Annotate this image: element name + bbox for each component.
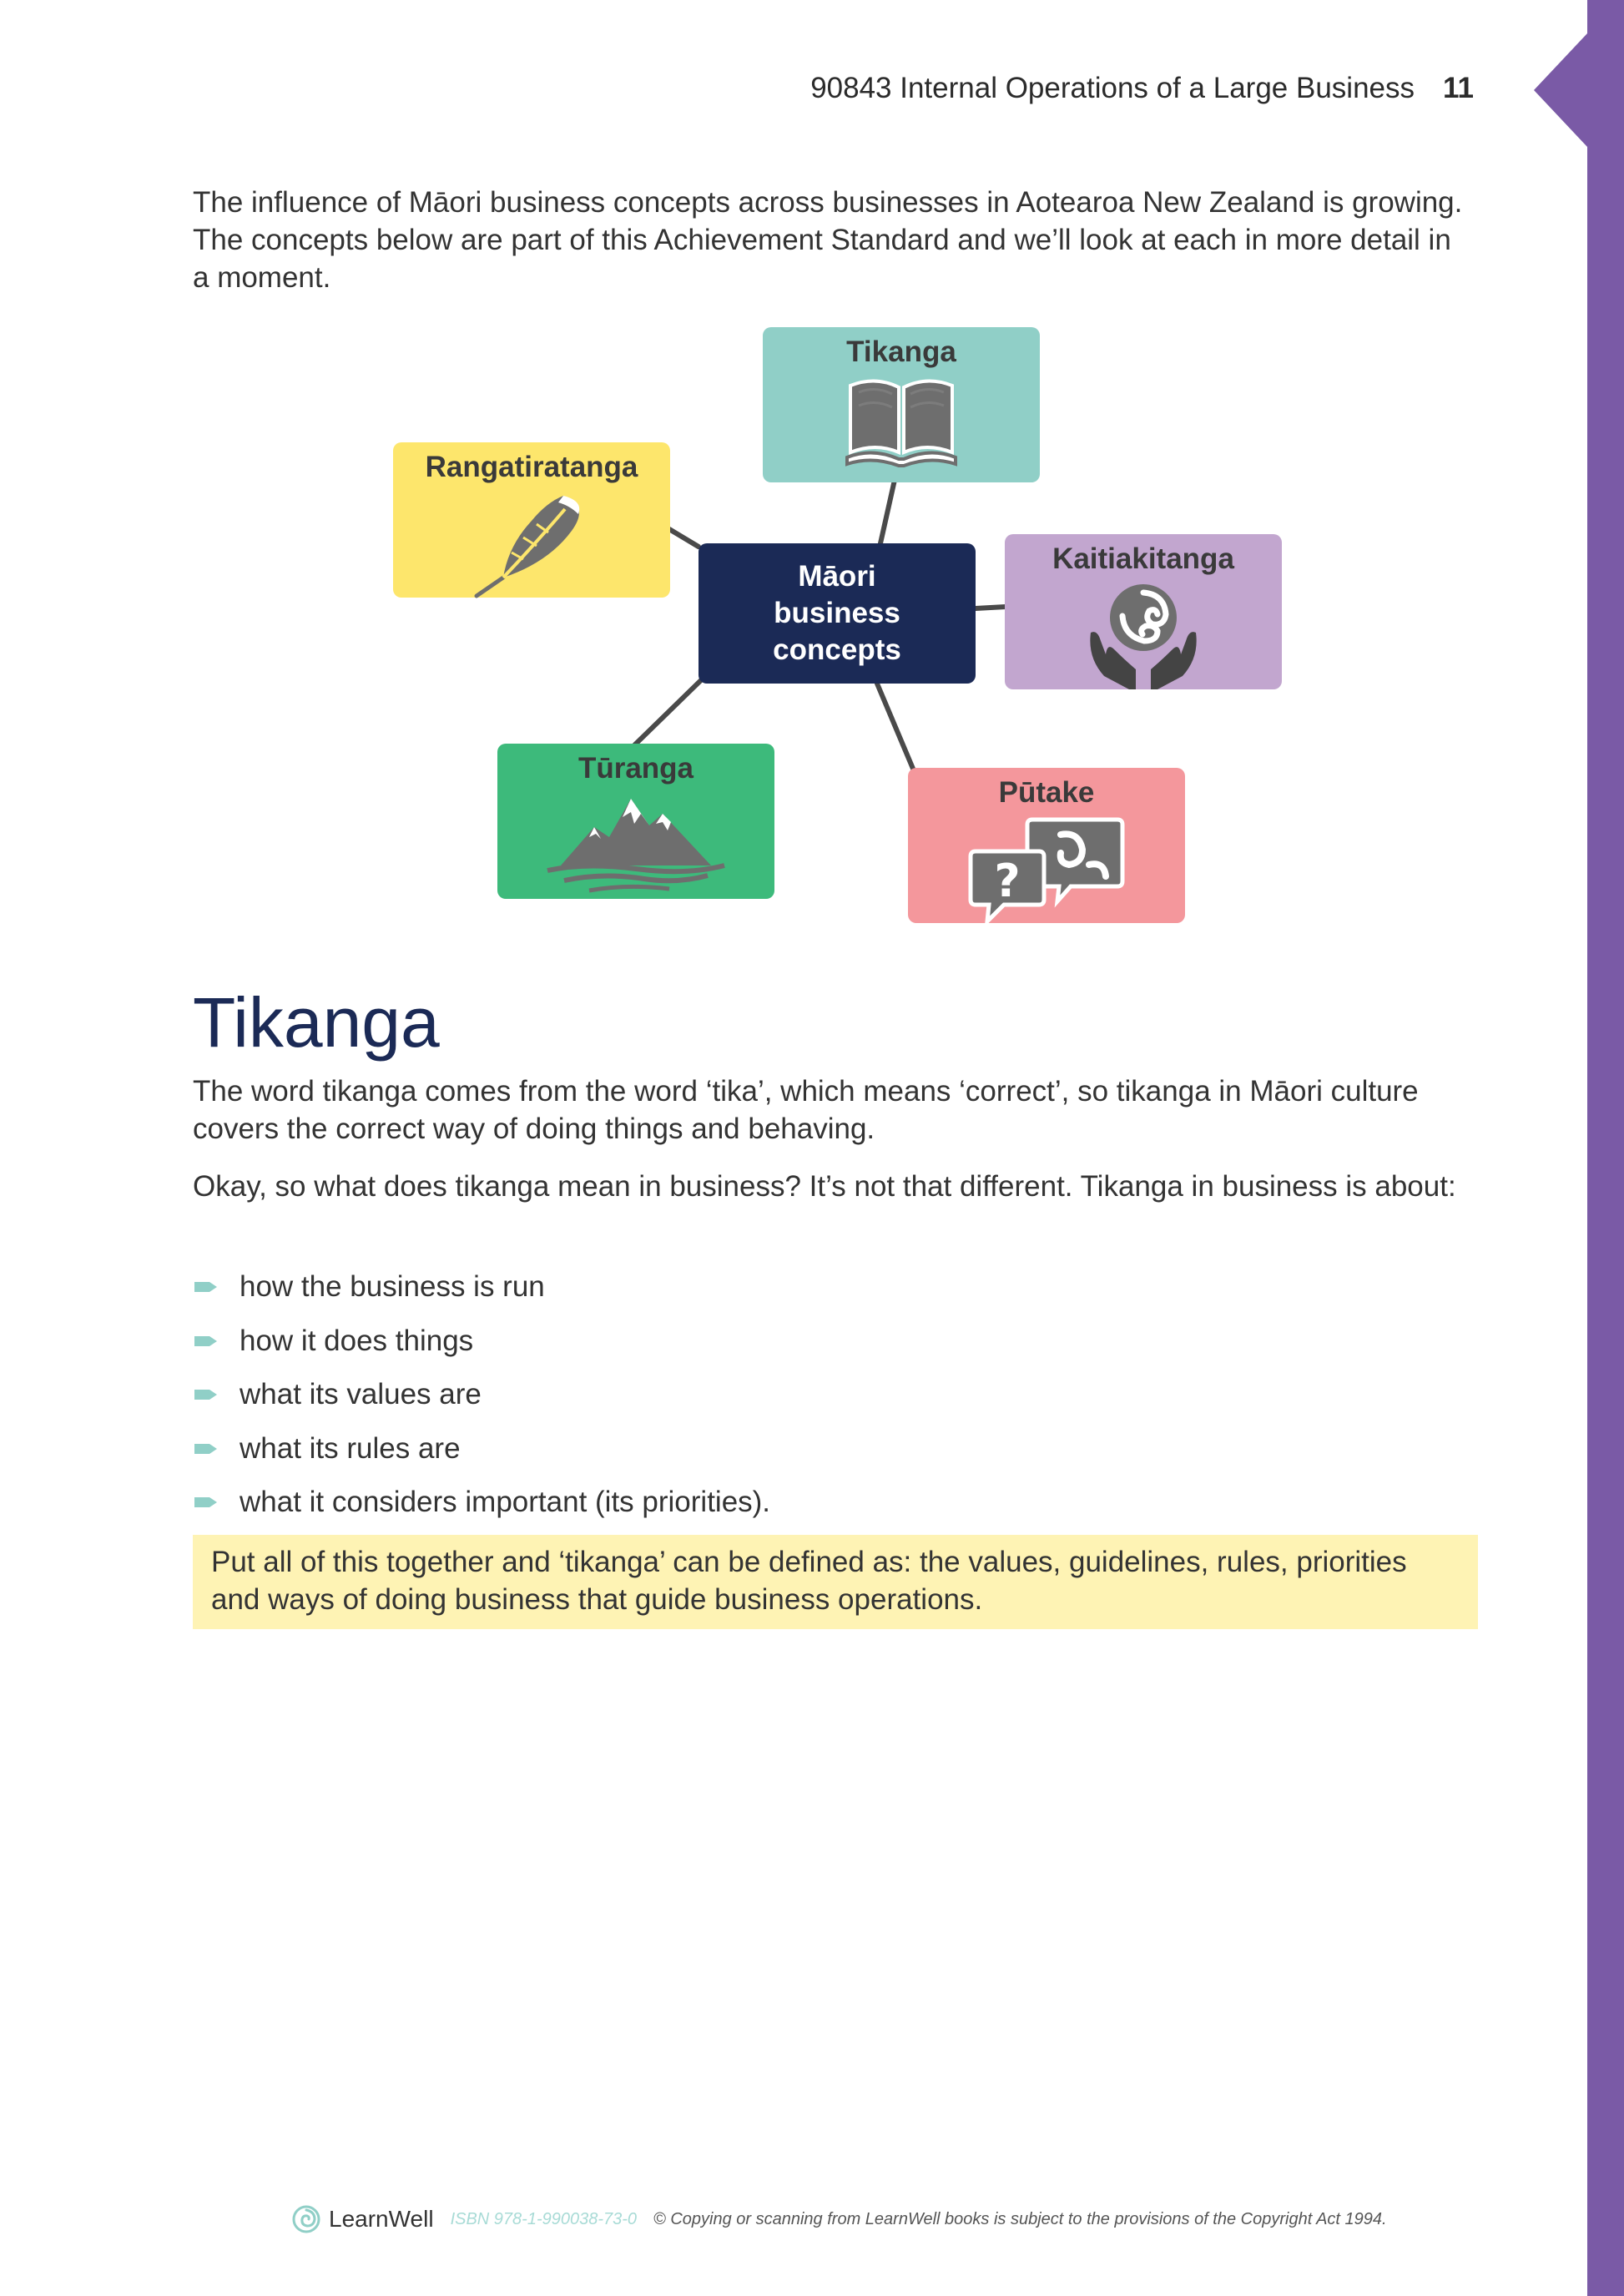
list-item bbox=[193, 1481, 770, 1536]
concept-box-kaitiakitanga bbox=[1005, 534, 1282, 689]
concept-box-turanga bbox=[497, 744, 774, 899]
concept-label-rangatiratanga: Rangatiratanga bbox=[425, 451, 638, 483]
header-title: 90843 Internal Operations of a Large Business bbox=[810, 72, 1415, 104]
isbn-number: ISBN 978-1-990038-73-0 bbox=[450, 2209, 638, 2228]
concept-label-turanga: Tūranga bbox=[577, 752, 694, 785]
page-number: 11 bbox=[1443, 72, 1474, 104]
concept-label-putake: Pūtake bbox=[998, 776, 1095, 809]
concept-box-tikanga bbox=[763, 327, 1040, 482]
bullet-text: how it does things bbox=[240, 1324, 474, 1357]
connector-rangatiratanga bbox=[669, 529, 699, 547]
definition-highlight-text: Put all of this together and ‘tikanga’ can be defined as: the values, guidelines, rules, priorities and ways of doing business that guide business operations. bbox=[211, 1546, 1407, 1616]
concept-box-rangatiratanga bbox=[393, 442, 670, 598]
section-heading: Tikanga bbox=[193, 983, 440, 1062]
bullet-arrow-icon bbox=[194, 1388, 218, 1401]
list-item bbox=[193, 1374, 770, 1428]
connector-tikanga bbox=[880, 480, 895, 543]
list-item bbox=[193, 1320, 770, 1375]
list-item bbox=[193, 1428, 770, 1482]
connector-turanga bbox=[634, 680, 701, 745]
page-tab-marker bbox=[1534, 33, 1592, 147]
bullet-arrow-icon bbox=[194, 1280, 218, 1294]
svg-text:?: ? bbox=[994, 855, 1021, 907]
bullet-arrow-icon bbox=[194, 1335, 218, 1348]
mountain-icon bbox=[544, 792, 728, 901]
hands-holding-koru-icon bbox=[1081, 583, 1206, 691]
purple-sidebar-bar bbox=[1587, 0, 1624, 2296]
swirl-logo-icon bbox=[292, 2205, 320, 2233]
feather-icon bbox=[465, 491, 598, 599]
bullet-arrow-icon bbox=[194, 1442, 218, 1456]
brand-name: LearnWell bbox=[329, 2206, 434, 2232]
page-footer bbox=[292, 2205, 1387, 2233]
concept-label-tikanga: Tikanga bbox=[846, 336, 956, 368]
tikanga-definition-paragraph: The word tikanga comes from the word ‘tika’, which means ‘correct’, so tikanga in Māori culture covers the correct way of doing things and behaving. bbox=[193, 1075, 1419, 1145]
bullet-arrow-icon bbox=[194, 1496, 218, 1509]
concept-center-label: Māori business concepts bbox=[773, 560, 901, 666]
intro-paragraph: The influence of Māori business concepts across businesses in Aotearoa New Zealand is growing. The concepts below are part of this Achievement Standard and we’ll look at each in more detail in a moment. bbox=[193, 186, 1463, 294]
list-item bbox=[193, 1266, 770, 1320]
bullet-text: what its rules are bbox=[240, 1431, 461, 1465]
running-header bbox=[810, 72, 1474, 105]
bullet-text: what it considers important (its priorities). bbox=[240, 1486, 771, 1518]
concept-label-kaitiakitanga: Kaitiakitanga bbox=[1052, 542, 1234, 575]
open-book-icon bbox=[839, 376, 964, 467]
tikanga-bullet-list bbox=[193, 1266, 770, 1536]
connector-kaitiakitanga bbox=[976, 607, 1006, 608]
copyright-notice: © Copying or scanning from LearnWell books is subject to the provisions of the Copyright Act 1994. bbox=[653, 2209, 1387, 2228]
learnwell-logo bbox=[292, 2205, 434, 2233]
bullet-text: what its values are bbox=[240, 1378, 482, 1410]
tikanga-business-paragraph: Okay, so what does tikanga mean in business? It’s not that different. Tikanga in business is about: bbox=[193, 1170, 1456, 1203]
concept-center-node bbox=[699, 543, 976, 684]
bullet-text: how the business is run bbox=[240, 1270, 545, 1303]
definition-highlight-box bbox=[193, 1535, 1478, 1629]
concept-box-putake bbox=[908, 768, 1185, 923]
speech-bubbles-icon bbox=[967, 816, 1126, 925]
connector-putake bbox=[877, 684, 913, 769]
